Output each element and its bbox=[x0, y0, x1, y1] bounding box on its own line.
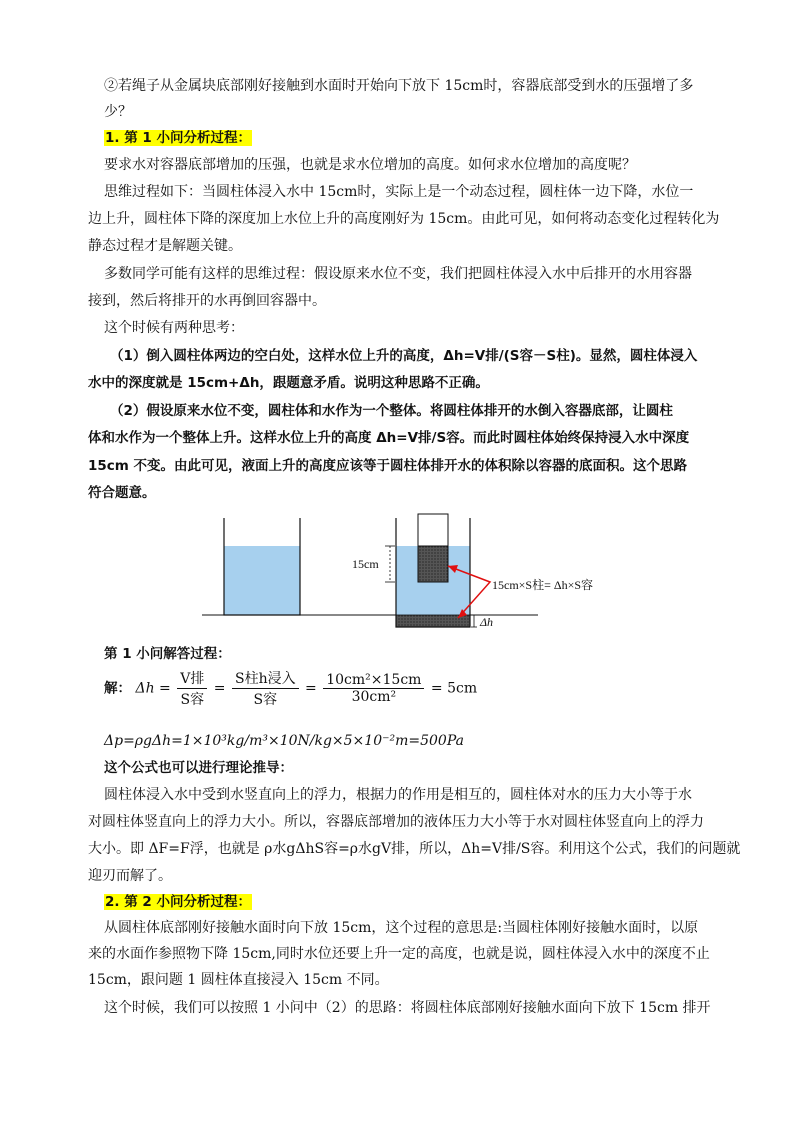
paragraph-line: 符合题意。 bbox=[88, 485, 156, 501]
label-delta-h: Δh bbox=[480, 615, 494, 629]
heading-part2-analysis bbox=[104, 892, 252, 912]
heading-text: 2. 第 2 小问分析过程： bbox=[105, 894, 252, 910]
paragraph-line: 来的水面作参照物下降 15cm,同时水位还要上升一定的高度，也就是说，圆柱体浸入水中的深度不止 bbox=[88, 946, 710, 962]
formula-prefix: 解： bbox=[104, 680, 131, 697]
label-15cm: 15cm bbox=[352, 557, 379, 571]
heading-text: 1. 第 1 小问分析过程： bbox=[105, 130, 252, 146]
fraction-3: $\frac{\text{10cm²×15cm}}{\text{30cm²}}$ bbox=[323, 672, 424, 705]
question-line-1: ②若绳子从金属块底部刚好接触到水面时开始向下放下 15cm时，容器底部受到水的压强增了多 bbox=[104, 78, 694, 94]
heading-part1-analysis bbox=[104, 128, 252, 148]
paragraph-line: 思维过程如下：当圆柱体浸入水中 15cm时，实际上是一个动态过程，圆柱体一边下降，水位一 bbox=[104, 184, 694, 200]
paragraph-line: 圆柱体浸入水中受到水竖直向上的浮力，根据力的作用是相互的，圆柱体对水的压力大小等于水 bbox=[104, 787, 692, 803]
formula-result: = 5cm bbox=[430, 680, 478, 697]
paragraph-line: 边上升，圆柱体下降的深度加上水位上升的高度刚好为 15cm。由此可见，如何将动态变化过程转化为 bbox=[88, 211, 720, 227]
paragraph-line: 大小。即 ΔF=F浮，也就是 ρ水gΔhS容=ρ水gV排，所以，Δh=V排/S容。利用这个公式，我们的问题就 bbox=[88, 841, 741, 857]
paragraph-line: 要求水对容器底部增加的压强，也就是求水位增加的高度。如何求水位增加的高度呢？ bbox=[104, 157, 636, 173]
fraction-2: $\frac{\text{S柱h浸入}}{\text{S容}}$ bbox=[232, 668, 299, 709]
question-line-2: 少？ bbox=[104, 104, 132, 120]
paragraph-line: 这个时候，我们可以按照 1 小问中（2）的思路：将圆柱体底部刚好接触水面向下放下 15cm 排开 bbox=[104, 1000, 711, 1016]
paragraph-line: 15cm，跟问题 1 圆柱体直接浸入 15cm 不同。 bbox=[88, 972, 389, 988]
paragraph-line: 接到，然后将排开的水再倒回容器中。 bbox=[88, 293, 326, 309]
heading-part1-solution: 第 1 小问解答过程： bbox=[104, 646, 231, 662]
paragraph-line: 体和水作为一个整体上升。这样水位上升的高度 Δh=V排/S容。而此时圆柱体始终保持浸入水中深度 bbox=[88, 430, 690, 446]
cylinder-submerged bbox=[418, 546, 448, 582]
paragraph-line: （1）倒入圆柱体两边的空白处，这样水位上升的高度，Δh=V排/(S容－S柱)。显然，圆柱体浸入 bbox=[110, 348, 698, 364]
label-volume-equation: 15cm×S柱= Δh×S容 bbox=[492, 578, 594, 592]
paragraph-line: 15cm 不变。由此可见，液面上升的高度应该等于圆柱体排开水的体积除以容器的底面积。这个思路 bbox=[88, 458, 688, 474]
solution-formula: 解： Δh = $\frac{\text{V排}}{\text{S容}}$ = $\frac{\text{S柱h浸入}}{\text{S容}}$ = $\frac{\text{10cm²×15cm}}{\text{30cm²}}$ = 5cm bbox=[104, 668, 477, 718]
paragraph-line: 从圆柱体底部刚好接触水面时向下放 15cm，这个过程的意思是:当圆柱体刚好接触水面时，以原 bbox=[104, 920, 699, 936]
paragraph-line: 这个公式也可以进行理论推导： bbox=[104, 760, 293, 776]
paragraph-line: 静态过程才是解题关键。 bbox=[88, 238, 242, 254]
container-diagram bbox=[200, 510, 620, 636]
left-container-water bbox=[224, 546, 300, 615]
paragraph-line: 水中的深度就是 15cm+Δh，跟题意矛盾。说明这种思路不正确。 bbox=[88, 375, 489, 391]
paragraph-line: 对圆柱体竖直向上的浮力大小。所以，容器底部增加的液体压力大小等于水对圆柱体竖直向上的浮力 bbox=[88, 814, 704, 830]
formula-dh: Δh = bbox=[135, 680, 171, 697]
fraction-1: $\frac{\text{V排}}{\text{S容}}$ bbox=[177, 668, 207, 709]
paragraph-line: 多数同学可能有这样的思维过程：假设原来水位不变，我们把圆柱体浸入水中后排开的水用容器 bbox=[104, 266, 692, 282]
pressure-formula: Δp=ρgΔh=1×10³kg/m³×10N/kg×5×10⁻²m=500Pa bbox=[104, 733, 464, 749]
paragraph-line: 迎刃而解了。 bbox=[88, 868, 172, 884]
paragraph-line: （2）假设原来水位不变，圆柱体和水作为一个整体。将圆柱体排开的水倒入容器底部，让圆柱 bbox=[110, 403, 673, 419]
paragraph-line: 这个时候有两种思考： bbox=[104, 320, 244, 336]
cylinder-upper bbox=[418, 514, 448, 546]
